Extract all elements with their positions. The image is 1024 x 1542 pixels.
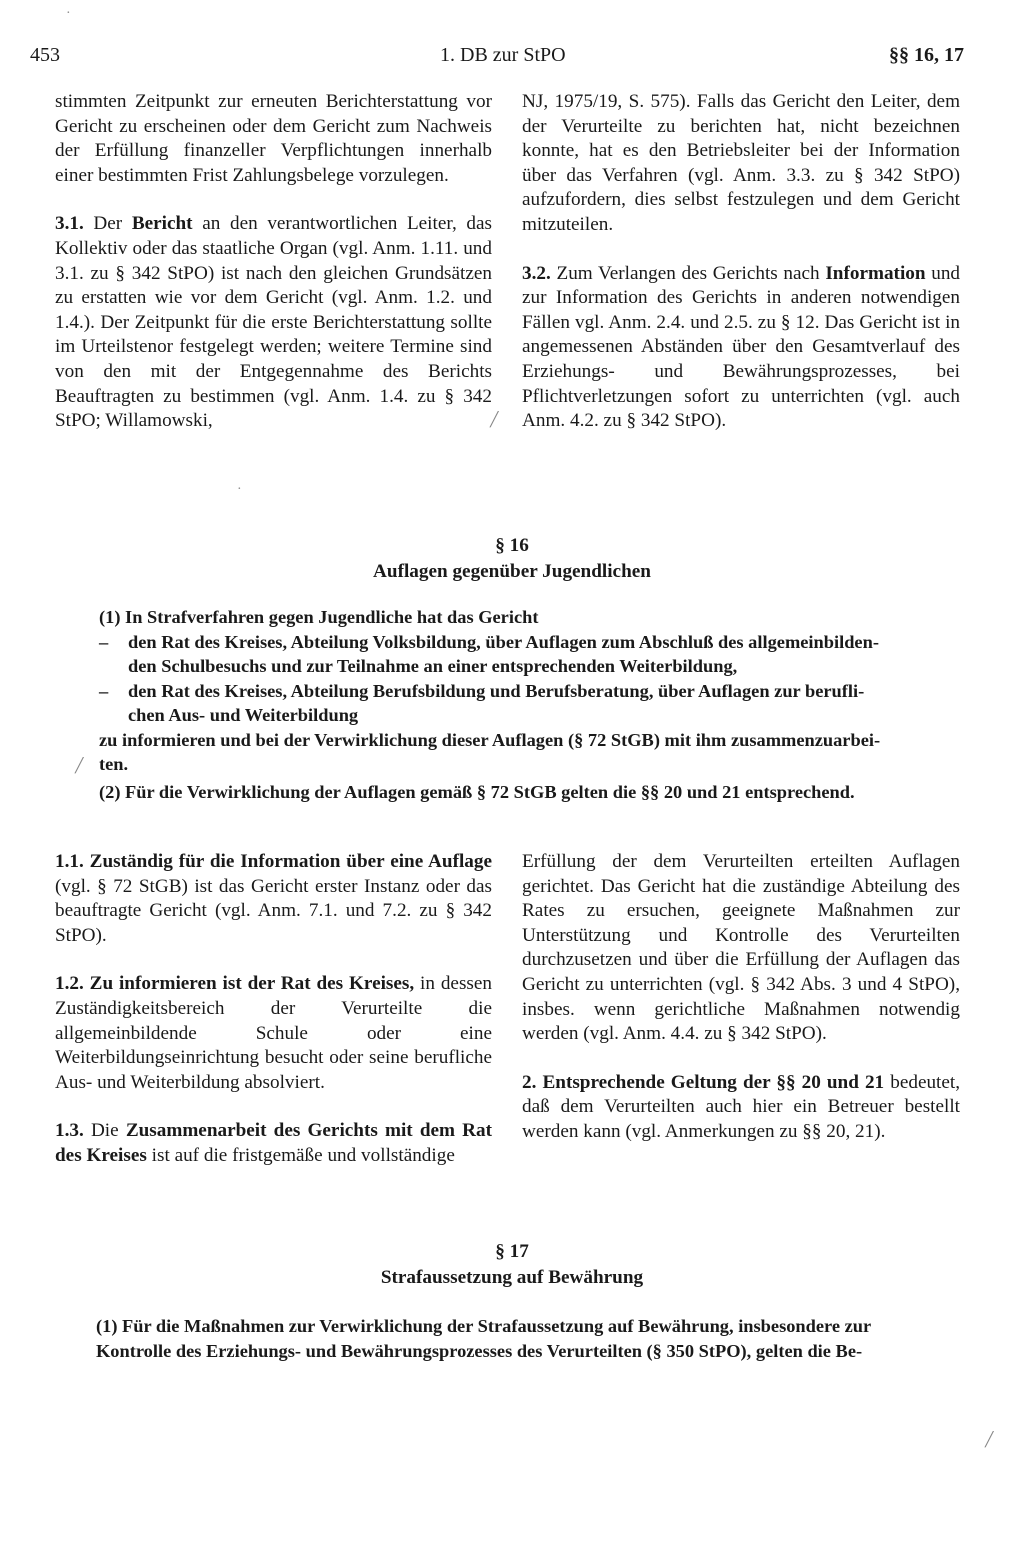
scan-speck: · [66, 6, 71, 21]
note-2: 2. Entsprechende Geltung der §§ 20 und 21 bedeutet, daß dem Verurteilten auch hier ein Betreuer bestellt werden kann (vgl. Anmerkungen zu §§ 20, 21). [522, 1071, 961, 1142]
keyword: Zusammenarbeit des Gerichts mit dem Rat des Kreises [55, 1120, 492, 1166]
section-16-law-text: (1) In Strafverfahren gegen Jugendliche hat das Gericht – den Rat des Kreises, Abteilung Volksbildung, über Auflagen zum Abschluß des allgemeinbilden- den Schulbesuchs und zur Teilnahme an einer entsprechenden Weiterbildung, – den Rat des Kreises, Abteilung Berufsbildung und Berufsberatung, über Auflagen zur berufli- chen Aus- und Weiterbildung zu informieren und bei der Verwirklichung dieser Auflagen (§ 72 StGB) mit ihm zusammenzuarbei- ten. (2) Für die Verwirklichung der Auflagen gemäß § 72 StGB gelten die §§ 20 und 21 entsprechend. [99, 605, 924, 804]
keyword: Zuständig für die Information über eine Auflage [89, 851, 492, 872]
scan-speck: ╱ [490, 413, 499, 428]
law-paragraph-1: (1) In Strafverfahren gegen Jugendliche hat das Gericht [99, 607, 539, 627]
scan-speck: · [237, 482, 242, 497]
note-number: 1.1. [55, 851, 84, 872]
note-number: 3.2. [522, 262, 551, 284]
middle-left-column [55, 850, 492, 1169]
note-number: 2. [522, 1071, 537, 1093]
note-number: 3.1. [55, 213, 84, 235]
paragraph: stimmten Zeitpunkt zur erneuten Berichterstattung vor Gericht zu erscheinen oder dem Gericht zum Nachweis der Erfüllung finanzeller Verpflichtungen innerhalb einer bestimmten Frist Zahlungsbelege vorzulegen. [55, 91, 492, 186]
middle-right-column [522, 850, 960, 1145]
note-number: 1.2. [55, 973, 84, 995]
section-reference: §§ 16, 17 [889, 44, 964, 66]
dash-bullet: – [99, 680, 109, 701]
list-item: – den Rat des Kreises, Abteilung Volksbildung, über Auflagen zum Abschluß des allgemeinbilden- den Schulbesuchs und zur Teilnahme an einer entsprechenden Weiterbildung, [99, 631, 879, 676]
keyword: Information [825, 262, 926, 284]
top-right-column [522, 90, 960, 434]
note-3-2: 3.2. Zum Verlangen des Gerichts nach Information und zur Information des Gerichts in anderen notwendigen Fällen vgl. Anm. 2.4. und 2.5. zu § 12. Das Gericht ist in angemessenen Abständen über den Gesamtverlauf des Erziehungs- und Bewährungsprozesses, bei Pflichtverletzungen sofort zu unterrichten (vgl. auch Anm. 4.2. zu § 342 StPO). [522, 262, 961, 432]
note-1-1: 1.1. Zuständig für die Information über eine Auflage (vgl. § 72 StGB) ist das Gericht erster Instanz oder das beauftragte Gericht (vgl. Anm. 7.1. und 7.2. zu § 342 StPO). [55, 851, 492, 946]
keyword: Zu informieren ist der Rat des Kreises, [89, 973, 415, 995]
dash-bullet: – [99, 631, 109, 652]
paragraph: Erfüllung der dem Verurteilten erteilten Auflagen gerichtet. Das Gericht hat die zuständige Abteilung des Rates zu ersuchen, geeignete Maßnahmen zur Unterstützung und Kontrolle des Verurteilten durchzusetzen und über die Erfüllung der Auflagen das Gericht zu unterrichten (vgl. § 342 Abs. 3 und 4 StPO), insbes. wenn gerichtliche Maßnahmen notwendig werden (vgl. Anm. 4.4. zu § 342 StPO). [522, 851, 960, 1045]
note-1-3: 1.3. Die Zusammenarbeit des Gerichts mit dem Rat des Kreises ist auf die fristgemäße und vollständige [55, 1120, 492, 1166]
list-item: – den Rat des Kreises, Abteilung Berufsbildung und Berufsberatung, über Auflagen zur berufli- chen Aus- und Weiterbildung [99, 680, 865, 725]
page-number: 453 [30, 44, 60, 66]
note-1-2: 1.2. Zu informieren ist der Rat des Kreises, in dessen Zuständigkeitsbereich der Verurteilte die allgemeinbildende Schule oder eine Weiterbildungseinrichtung besucht oder seine berufliche Aus- und Weiterbildung absolviert. [55, 973, 492, 1093]
note-number: 1.3. [55, 1120, 84, 1142]
section-17-title: Strafaussetzung auf Bewährung [380, 1267, 644, 1288]
note-3-1: 3.1. Der Bericht an den verantwortlichen Leiter, das Kollektiv oder das staatliche Organ (vgl. Anm. 1.11. und 3.1. zu § 342 StPO) ist nach den gleichen Grundsätzen zu erstatten wie vor dem Gericht (vgl. Anm. 1.2. und 1.4.). Der Zeitpunkt für die erste Berichterstattung sollte im Urteilstenor festgelegt werden; weitere Termine sind von den mit der Entgegennahme des Berichts Beauftragten zu bestimmen (vgl. Anm. 1.4. zu § 342 StPO; Willamowski, [55, 213, 492, 432]
keyword: Bericht [131, 213, 193, 235]
section-17-law-text: (1) Für die Maßnahmen zur Verwirklichung der Strafaussetzung auf Bewährung, insbesondere zur Kontrolle des Erziehungs- und Bewährungsprozesses des Verurteilten (§ 350 StPO), gelten die Be- [96, 1316, 872, 1361]
top-left-column [55, 90, 492, 434]
paragraph: NJ, 1975/19, S. 575). Falls das Gericht den Leiter, dem der Verurteilte zu berichten hat, nicht bezeichnen konnte, hat es den Betriebsleiter bei der Information über das Verfahren (vgl. Anm. 3.3. zu § 342 StPO) aufzufordern, dies selbst festzulegen und dem Gericht mitzuteilen. [522, 91, 960, 235]
section-16-title: Auflagen gegenüber Jugendlichen [373, 561, 651, 582]
scan-speck: ╱ [985, 1433, 994, 1448]
running-title: 1. DB zur StPO [440, 44, 566, 66]
section-16-number: § 16 [495, 535, 529, 556]
scan-speck: ╱ [75, 759, 84, 774]
keyword: Entsprechende Geltung der §§ 20 und 21 [542, 1071, 885, 1093]
law-paragraph-2: (2) Für die Verwirklichung der Auflagen gemäß § 72 StGB gelten die §§ 20 und 21 entsprechend. [99, 781, 855, 802]
section-17-number: § 17 [495, 1241, 529, 1262]
